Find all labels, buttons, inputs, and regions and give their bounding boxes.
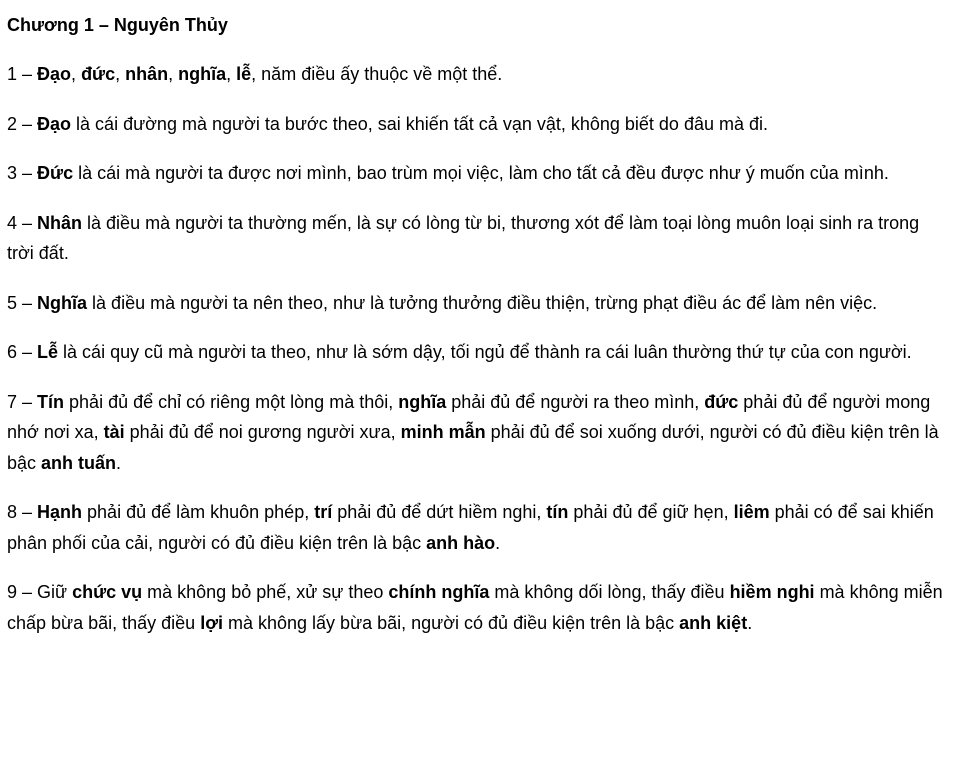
paragraph-1 xyxy=(7,59,946,90)
bold-term: Nghĩa xyxy=(37,292,88,313)
paragraph-list xyxy=(7,59,946,638)
bold-term: tài xyxy=(103,422,125,442)
text-run: mà không bỏ phế, xử sự theo xyxy=(142,582,389,602)
text-run: . xyxy=(116,452,122,473)
text-run: là điều mà người ta nên theo, như là tưởng thưởng điều thiện, trừng phạt điều ác để làm nên việc. xyxy=(87,292,878,313)
text-run: phải đủ để người ra theo mình, xyxy=(446,391,705,412)
bold-term: đức xyxy=(704,391,739,412)
bold-term: đức xyxy=(81,64,116,84)
text-run: phải đủ để người mong nhớ nơi xa, xyxy=(7,391,931,442)
text-run: 6 – xyxy=(7,342,38,362)
text-run: 4 – xyxy=(7,212,38,233)
paragraph-7 xyxy=(7,387,946,479)
bold-term: Lễ xyxy=(37,342,59,362)
bold-term: nhân xyxy=(125,64,169,84)
paragraph-2 xyxy=(7,109,946,140)
bold-term: chức vụ xyxy=(72,582,143,602)
text-run: phải đủ để làm khuôn phép, xyxy=(82,502,315,522)
paragraph-6 xyxy=(7,337,946,368)
paragraph-4 xyxy=(7,208,946,269)
text-run: là cái quy cũ mà người ta theo, như là sớm dậy, tối ngủ để thành ra cái luân thường thứ tự của con người. xyxy=(58,342,912,362)
text-run: 3 – xyxy=(7,163,38,183)
text-run: phải có để sai khiến phân phối của cải, người có đủ điều kiện trên là bậc xyxy=(7,502,934,553)
bold-term: minh mẫn xyxy=(400,422,486,442)
text-run: phải đủ để chỉ có riêng một lòng mà thôi, xyxy=(64,391,399,412)
chapter-title: Chương 1 – Nguyên Thủy xyxy=(7,15,228,35)
text-run: mà không lấy bừa bãi, người có đủ điều kiện trên là bậc xyxy=(223,612,680,633)
paragraph-5 xyxy=(7,288,946,319)
text-run: là cái mà người ta được nơi mình, bao trùm mọi việc, làm cho tất cả đều được như ý muốn của mình. xyxy=(73,163,889,183)
bold-term: Hạnh xyxy=(37,502,83,522)
bold-term: nghĩa xyxy=(398,391,447,412)
text-run: phải đủ để soi xuống dưới, người có đủ điều kiện trên là bậc xyxy=(7,422,939,473)
text-run: phải đủ để noi gương người xưa, xyxy=(124,422,401,442)
text-run: 2 – xyxy=(7,113,38,134)
bold-term: trí xyxy=(314,502,333,522)
text-run: 8 – xyxy=(7,502,38,522)
text-run: , năm điều ấy thuộc về một thể. xyxy=(251,64,503,84)
bold-term: anh hào xyxy=(426,532,496,553)
text-run: , xyxy=(168,64,179,84)
text-run: mà không miễn chấp bừa bãi, thấy điều xyxy=(7,582,943,633)
bold-term: chính nghĩa xyxy=(388,582,490,602)
bold-term: nghĩa xyxy=(178,64,227,84)
paragraph-9 xyxy=(7,577,946,638)
text-run: mà không dối lòng, thấy điều xyxy=(489,582,730,602)
paragraph-8 xyxy=(7,497,946,558)
bold-term: Đức xyxy=(37,163,74,183)
text-run: phải đủ để dứt hiềm nghi, xyxy=(332,502,547,522)
text-run: 9 – Giữ xyxy=(7,582,73,602)
text-run: . xyxy=(495,532,501,553)
bold-term: Nhân xyxy=(37,212,83,233)
bold-term: lễ xyxy=(236,64,252,84)
bold-term: anh tuấn xyxy=(41,452,117,473)
text-run: là cái đường mà người ta bước theo, sai khiến tất cả vạn vật, không biết do đâu mà đi. xyxy=(71,113,768,134)
bold-term: Tín xyxy=(37,391,65,412)
bold-term: lợi xyxy=(200,612,223,633)
bold-term: liêm xyxy=(733,502,770,522)
text-run: là điều mà người ta thường mến, là sự có lòng từ bi, thương xót để làm toại lòng muôn loại sinh ra trong trời đất. xyxy=(7,212,920,263)
bold-term: Đạo xyxy=(37,64,72,84)
bold-term: Đạo xyxy=(37,113,72,134)
text-run: , xyxy=(115,64,126,84)
text-run: 7 – xyxy=(7,391,38,412)
text-run: 5 – xyxy=(7,292,38,313)
text-run: 1 – xyxy=(7,64,38,84)
text-run: . xyxy=(747,612,753,633)
text-run: phải đủ để giữ hẹn, xyxy=(568,502,734,522)
paragraph-3 xyxy=(7,158,946,189)
bold-term: hiềm nghi xyxy=(729,582,815,602)
bold-term: tín xyxy=(546,502,569,522)
text-run: , xyxy=(226,64,237,84)
bold-term: anh kiệt xyxy=(679,612,748,633)
text-run: , xyxy=(71,64,82,84)
